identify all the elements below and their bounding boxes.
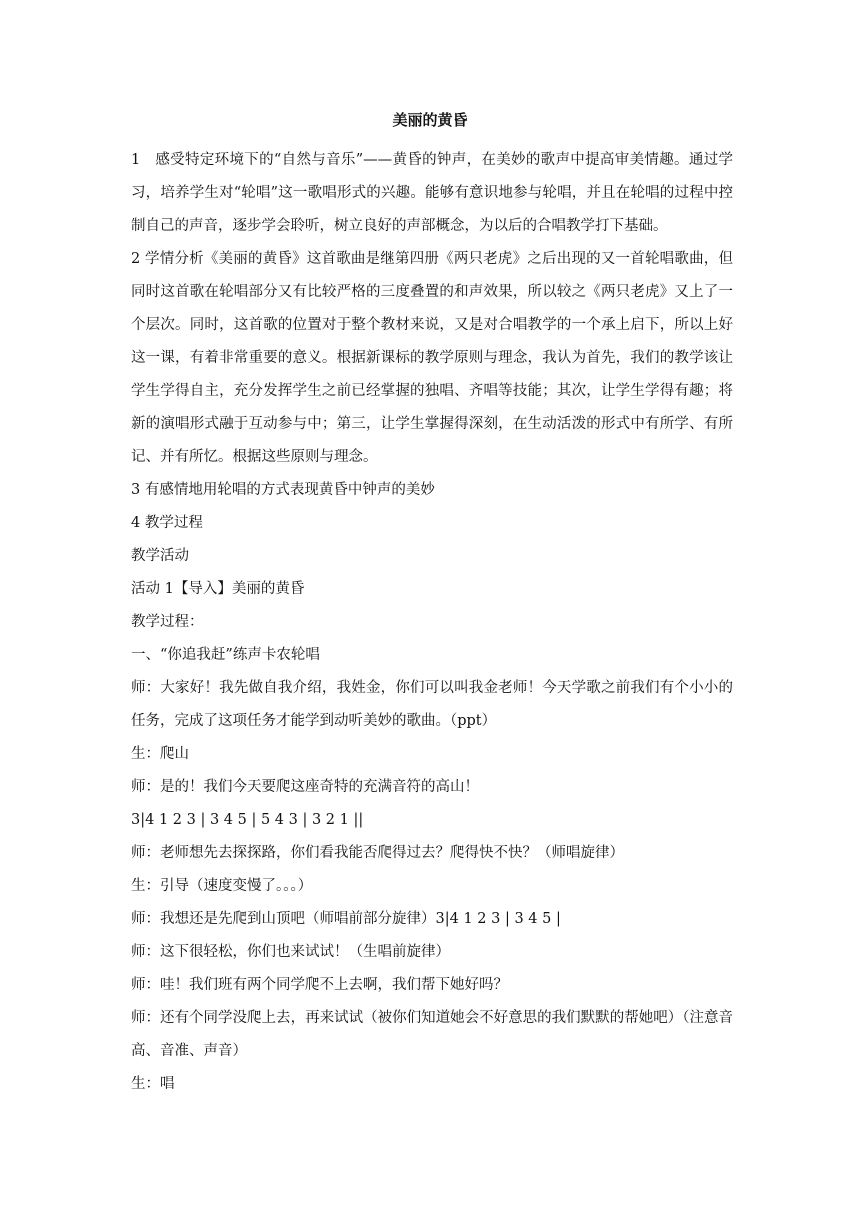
- paragraph: 生：爬山: [131, 746, 189, 762]
- paragraph: 1 感受特定环境下的“自然与音乐”——黄昏的钟声，在美妙的歌声中提高审美情趣。通过学习，培养学生对“轮唱”这一歌唱形式的兴趣。能够有意识地参与轮唱，并且在轮唱的过程中控制自己的声音，逐步学会聆听，树立良好的声部概念，为以后的合唱教学打下基础。: [131, 152, 733, 234]
- paragraph: 师：是的！我们今天要爬这座奇特的充满音符的高山！: [131, 779, 479, 795]
- paragraph: 教学活动: [131, 548, 189, 564]
- paragraph: 师：还有个同学没爬上去，再来试试（被你们知道她会不好意思的我们默默的帮她吧）（注意音高、音准、声音）: [131, 1010, 733, 1059]
- paragraph: 师：我想还是先爬到山顶吧（师唱前部分旋律）3|4 1 2 3 | 3 4 5 |: [131, 911, 561, 927]
- notation-line: 3|4 1 2 3 | 3 4 5 | 5 4 3 | 3 2 1 ||: [131, 812, 364, 828]
- paragraph: 教学过程：: [131, 614, 204, 630]
- paragraph: 4 教学过程: [131, 515, 203, 531]
- paragraph: 生：引导（速度变慢了。。。）: [131, 878, 313, 894]
- paragraph: 活动 1【导入】美丽的黄昏: [131, 581, 305, 597]
- paragraph: 师：哇！我们班有两个同学爬不上去啊，我们帮下她好吗？: [131, 977, 508, 993]
- document-body: [131, 144, 733, 1101]
- paragraph: 一、“你追我赶”练声卡农轮唱: [131, 647, 320, 663]
- paragraph: 2 学情分析《美丽的黄昏》这首歌曲是继第四册《两只老虎》之后出现的又一首轮唱歌曲，但同时这首歌在轮唱部分又有比较严格的三度叠置的和声效果，所以较之《两只老虎》又上了一个层次。同时，这首歌的位置对于整个教材来说，又是对合唱教学的一个承上启下，所以上好这一课，有着非常重要的意义。根据新课标的教学原则与理念，我认为首先，我们的教学该让学生学得自主，充分发挥学生之前已经掌握的独唱、齐唱等技能；其次，让学生学得有趣；将新的演唱形式融于互动参与中；第三，让学生掌握得深刻，在生动活泼的形式中有所学、有所记、并有所忆。根据这些原则与理念。: [131, 251, 733, 465]
- paragraph: 生：唱: [131, 1076, 175, 1092]
- paragraph: 师：大家好！我先做自我介绍，我姓金，你们可以叫我金老师！今天学歌之前我们有个小小的任务，完成了这项任务才能学到动听美妙的歌曲。（ppt）: [131, 680, 733, 729]
- document-title: 美丽的黄昏: [392, 111, 468, 129]
- paragraph: 师：这下很轻松，你们也来试试！（生唱前旋律）: [131, 944, 450, 960]
- paragraph: 3 有感情地用轮唱的方式表现黄昏中钟声的美妙: [131, 482, 435, 498]
- paragraph: 师：老师想先去探探路，你们看我能否爬得过去？爬得快不快？（师唱旋律）: [131, 845, 624, 861]
